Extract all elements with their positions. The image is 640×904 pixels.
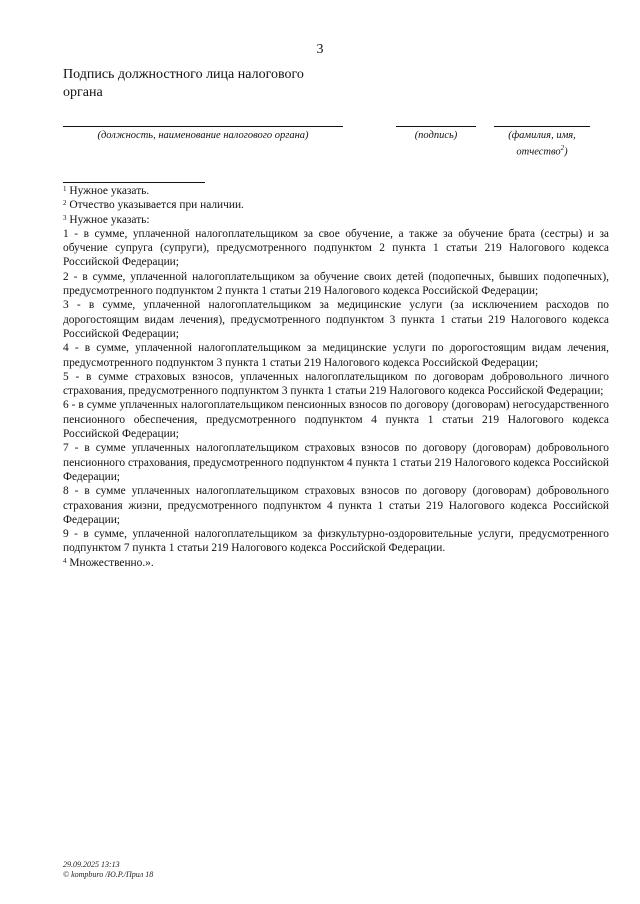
footnote-list-item: 9 - в сумме, уплаченной налогоплательщиком за физкультурно-оздоровительные услуги, предусмотренного подпунктом 7 пункта 1 статьи 219 Налогового кодекса Российской Федерации. (63, 528, 609, 555)
footnote-2 (63, 198, 609, 212)
footnote-text: Отчество указывается при наличии. (66, 199, 244, 212)
footnote-separator (63, 182, 205, 183)
footnote-list-item: 5 - в сумме страховых взносов, уплаченных налогоплательщиком по договорам добровольного личного страхования, предусмотренного подпунктом 3 пункта 1 статьи 219 Налогового кодекса Российской Федерации; (63, 370, 609, 398)
footnote-list-item: 8 - в сумме уплаченных налогоплательщиком страховых взносов по договору (договорам) добровольного страхования жизни, предусмотренного подпунктом 4 пункта 1 статьи 219 Налогового кодекса Российской Федерации; (63, 485, 609, 526)
footnote-text: Множественно.». (66, 556, 154, 569)
footnote-3 (63, 213, 609, 227)
name-caption-end: ) (564, 146, 568, 158)
footnote-list-item: 1 - в сумме, уплаченной налогоплательщиком за свое обучение, а также за обучение брата (сестры) и за обучение супруга (супруги), предусмотренного подпунктом 2 пункта 1 статьи 219 Налогового кодекса Российской Федерации; (63, 227, 609, 269)
footnote-list-item: 3 - в сумме, уплаченной налогоплательщиком за медицинские услуги (за исключением расходов по дорогостоящим видам лечения), предусмотренного подпунктом 3 пункта 1 статьи 219 Налогового кодекса Российской Федерации; (63, 299, 609, 340)
position-caption: (должность, наименование налогового органа) (97, 130, 309, 141)
footnote-mark: 3 (63, 213, 67, 222)
footnote-mark: 4 (63, 556, 67, 565)
footnotes (63, 184, 609, 570)
name-caption-footnote-mark: 2 (560, 144, 565, 152)
footnote-mark: 2 (63, 199, 67, 208)
footnote-text: Нужное указать: (66, 213, 150, 226)
footnote-list-item: 6 - в сумме уплаченных налогоплательщиком пенсионных взносов по договору (договорам) негосударственного пенсионного обеспечения, предусмотренного подпунктом 4 пункта 1 статьи 219 Налогового кодекса Российской Федерации; (63, 399, 609, 441)
print-stamp (63, 860, 153, 879)
footnote-text: Нужное указать. (66, 185, 150, 197)
position-line (63, 126, 343, 127)
name-caption-text: (фамилия, имя, отчество (508, 130, 576, 158)
stamp-date: 29.09.2025 13:13 (63, 860, 120, 869)
footnote-1 (63, 184, 609, 198)
footnote-list-item: 2 - в сумме, уплаченной налогоплательщиком за обучение своих детей (подопечных, бывших подопечных), предусмотренного подпунктом 2 пункта 1 статьи 219 Налогового кодекса Российской Федерации; (63, 270, 609, 298)
signature-caption: (подпись) (414, 130, 458, 141)
footnote-4 (63, 556, 609, 570)
signature-title: Подпись должностного лица налогового органа (63, 67, 304, 100)
name-caption (494, 129, 590, 159)
page-number: 3 (316, 42, 324, 57)
footnote-list-item: 7 - в сумме уплаченных налогоплательщиком страховых взносов по договору (договорам) добровольного пенсионного страхования, предусмотренного подпунктом 4 пункта 1 статьи 219 Налогового кодекса Российской Федерации; (63, 442, 609, 483)
footnote-list-item: 4 - в сумме, уплаченной налогоплательщиком за медицинские услуги по дорогостоящим видам лечения, предусмотренного подпунктом 3 пункта 1 статьи 219 Налогового кодекса Российской Федерации; (63, 342, 609, 369)
signature-line (396, 126, 476, 127)
footnote-mark: 1 (63, 185, 67, 193)
name-line (494, 126, 590, 127)
stamp-file: © kompburo /Ю.Р./Прил 18 (63, 869, 154, 879)
